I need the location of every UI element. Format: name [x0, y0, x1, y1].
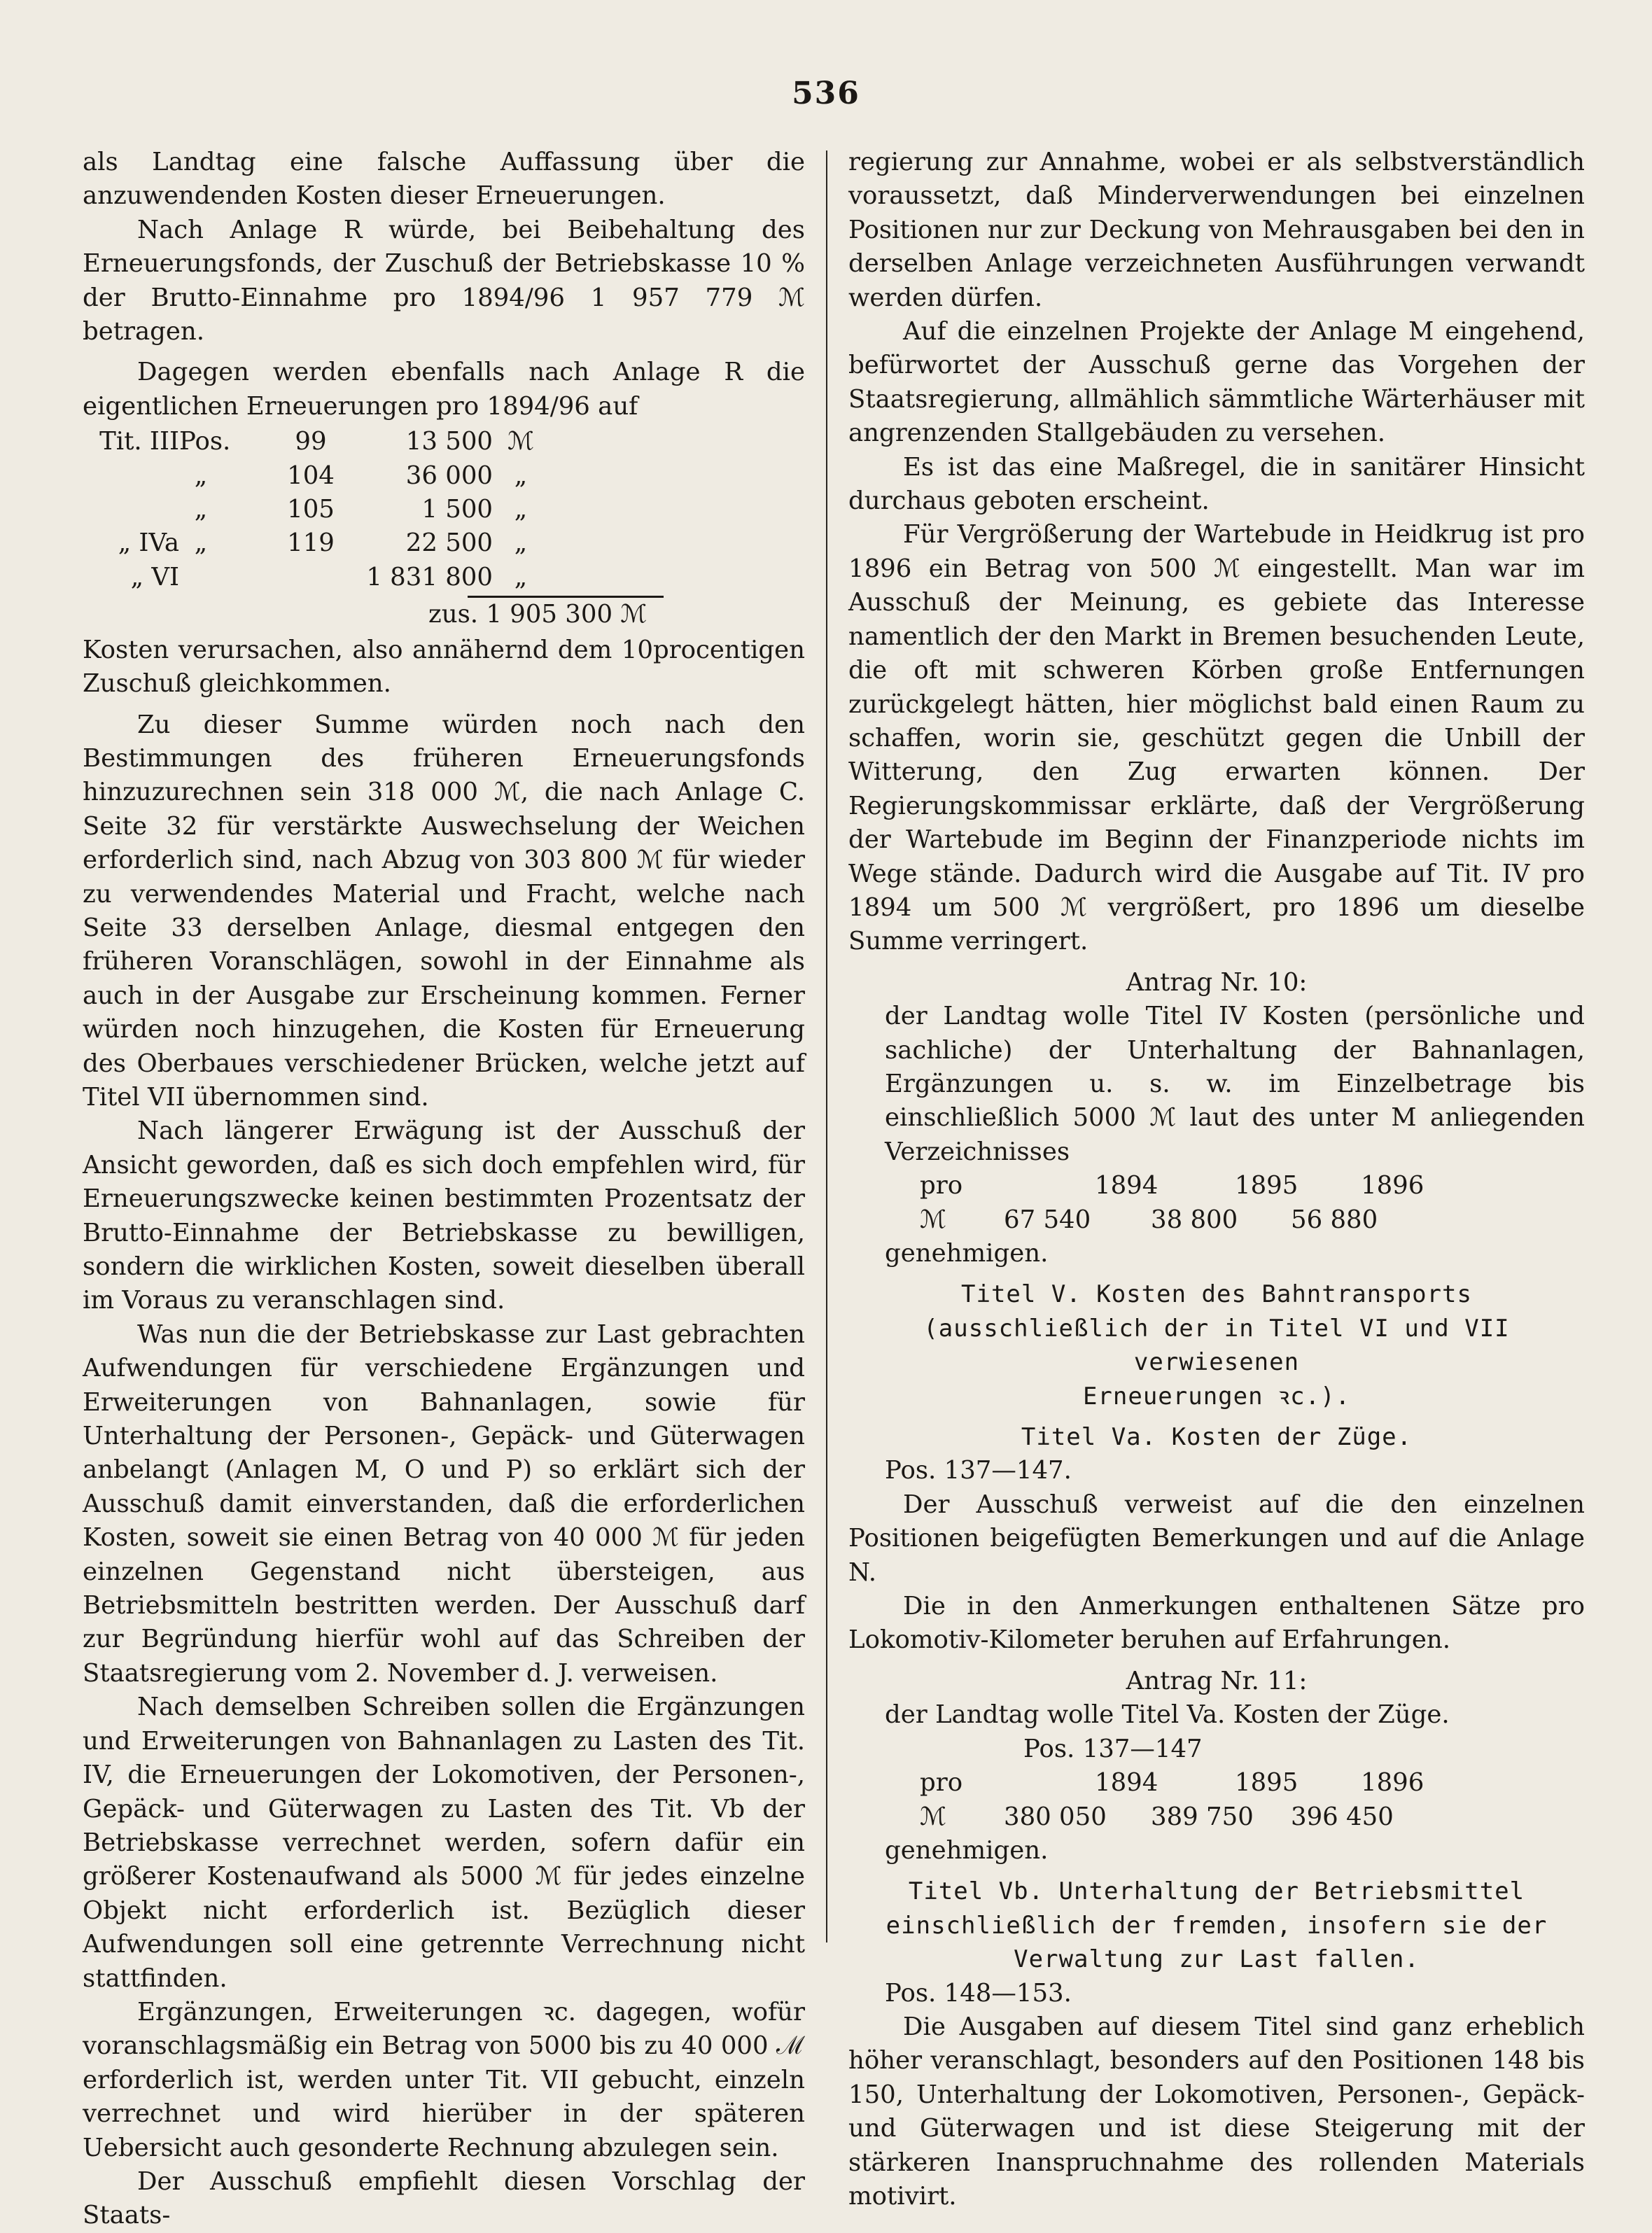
cell-tit: [83, 493, 179, 526]
paragraph: Dagegen werden ebenfalls nach Anlage R die eigentlichen Erneuerungen pro 1894/96 auf: [83, 358, 805, 421]
titel-5b-heading: Titel Vb. Unterhaltung der Betriebsmittel: [908, 1877, 1525, 1906]
cell-num: 105: [287, 495, 335, 524]
cell-num: 119: [287, 528, 335, 558]
sum-line: zus. 1 905 300 ℳ: [428, 600, 648, 629]
titel-5a-heading: Titel Va. Kosten der Züge.: [1021, 1423, 1413, 1452]
value-1894: 67 540: [1004, 1205, 1091, 1234]
paragraph: Auf die einzelnen Projekte der Anlage M eingehend, befürwortet der Ausschuß gerne das Vorgehen der Staatsregierung, allmählich sämmtliche Wärterhäuser mit angrenzenden Stallgebäuden zu versehen.: [848, 317, 1585, 448]
cell-amount: 22 500: [405, 528, 493, 558]
titel-5-heading: Titel V. Kosten des Bahntransports: [961, 1280, 1472, 1309]
cell-pos: „: [194, 495, 208, 524]
paragraph: Nach Anlage R würde, bei Beibehaltung des Erneuerungsfonds, der Zuschuß der Betriebskasse 10 % der Brutto-Einnahme pro 1894/96 1 957 779 ℳ betragen.: [83, 215, 805, 346]
cell-pos: „: [194, 528, 208, 558]
cell-num: 104: [287, 461, 335, 490]
paragraph: regierung zur Annahme, wobei er als selbstverständlich voraussetzt, daß Minderverwendungen bei einzelnen Positionen nur zur Deckung von Mehrausgaben bei den in derselben Anlage verzeichneten Ausführungen verwandt werden dürfen.: [848, 148, 1585, 312]
value-1895: 38 800: [1151, 1205, 1238, 1234]
cell-tit: „ VI: [130, 562, 179, 592]
cell-amount: 13 500: [405, 427, 493, 456]
titel-5-subheading: Erneuerungen ꝛc.).: [1082, 1382, 1351, 1410]
antrag-10-text: der Landtag wolle Titel IV Kosten (persönliche und sachliche) der Unterhaltung der Bahnanlagen, Ergänzungen u. s. w. im Einzelbetrage bis einschließlich 5000 ℳ laut des unter M anliegenden Verzeichnisses: [885, 1002, 1585, 1166]
value-1896: 396 450: [1291, 1802, 1394, 1831]
cell-pos: Pos.: [179, 427, 231, 456]
antrag-11-end: genehmigen.: [885, 1835, 1049, 1865]
paragraph: Die in den Anmerkungen enthaltenen Sätze pro Lokomotiv-Kilometer beruhen auf Erfahrungen.: [848, 1592, 1585, 1655]
year-label: pro: [920, 1171, 963, 1200]
value-1895: 389 750: [1151, 1802, 1254, 1831]
table-row: [83, 526, 805, 560]
cell-amount: 1 500: [421, 495, 493, 524]
table-row: [83, 425, 805, 458]
year-label: pro: [920, 1768, 963, 1798]
year-1894: 1894: [1095, 1171, 1158, 1200]
paragraph: Der Ausschuß empfiehlt diesen Vorschlag der Staats-: [83, 2166, 805, 2230]
cell-pos: [179, 561, 223, 594]
position-range: Pos. 148—153.: [885, 1978, 1072, 2008]
table-row: [83, 561, 805, 594]
cell-unit: ℳ: [507, 427, 534, 456]
position-range: Pos. 137—147.: [885, 1456, 1072, 1485]
year-1895: 1895: [1235, 1768, 1298, 1798]
antrag-10-years: [848, 1169, 1585, 1203]
left-column: [83, 146, 805, 2233]
paragraph: Zu dieser Summe würden noch nach den Bestimmungen des früheren Erneuerungsfonds hinzuzurechnen sein 318 000 ℳ, die nach Anlage C. Seite 32 für verstärkte Auswechselung der Weichen erforderlich sind, nach Abzug von 303 800 ℳ für wieder zu verwendendes Material und Fracht, welche nach Seite 33 derselben Anlage, diesmal entgegen den früheren Voranschlägen, sowohl in der Einnahme als auch in der Ausgabe zur Erscheinung kommen. Ferner würden noch hinzugehen, die Kosten für Erneuerung des Oberbaues verschiedener Brücken, welche jetzt auf Titel VII übernommen sind.: [83, 710, 805, 1112]
currency: ℳ: [920, 1205, 946, 1234]
cell-pos: „: [194, 461, 208, 490]
page-number: 536: [792, 76, 860, 111]
year-1894: 1894: [1095, 1768, 1158, 1798]
paragraph: Kosten verursachen, also annähernd dem 10procentigen Zuschuß gleichkommen.: [83, 635, 805, 699]
paragraph: Es ist das eine Maßregel, die in sanitärer Hinsicht durchaus geboten erscheint.: [848, 452, 1585, 516]
antrag-10-end: genehmigen.: [885, 1239, 1049, 1268]
titel-5b-subheading: Verwaltung zur Last fallen.: [1014, 1945, 1420, 1974]
cell-amount: 1 831 800: [366, 562, 493, 592]
antrag-11-title: Antrag Nr. 11:: [1126, 1666, 1308, 1695]
antrag-11-text: der Landtag wolle Titel Va. Kosten der Züge.: [885, 1700, 1450, 1730]
antrag-10-values: [848, 1203, 1585, 1237]
cell-tit: Tit. III: [99, 427, 179, 456]
currency: ℳ: [920, 1802, 946, 1831]
paragraph: Was nun die der Betriebskasse zur Last gebrachten Aufwendungen für verschiedene Ergänzungen und Erweiterungen von Bahnanlagen, sowie für Unterhaltung der Personen-, Gepäck- und Güterwagen anbelangt (Anlagen M, O und P) so erklärt sich der Ausschuß damit einverstanden, daß die erforderlichen Kosten, soweit sie einen Betrag von 40 000 ℳ für jeden einzelnen Gegenstand nicht übersteigen, aus Betriebsmitteln bestritten werden. Der Ausschuß darf zur Begründung hierfür wohl auf das Schreiben der Staatsregierung vom 2. November d. J. verweisen.: [83, 1320, 805, 1688]
value-1896: 56 880: [1291, 1205, 1378, 1234]
titel-5-subheading: (ausschließlich der in Titel VI und VII verwiesenen: [923, 1314, 1510, 1377]
paragraph: Der Ausschuß verweist auf die den einzelnen Positionen beigefügten Bemerkungen und auf die Anlage N.: [848, 1490, 1585, 1587]
year-1896: 1896: [1361, 1768, 1424, 1798]
value-1894: 380 050: [1004, 1802, 1107, 1831]
table-row: [83, 493, 805, 526]
column-divider: [826, 150, 827, 1942]
table-row: [83, 459, 805, 493]
antrag-11-values: [848, 1800, 1585, 1834]
cell-unit: „: [514, 461, 528, 490]
year-1895: 1895: [1235, 1171, 1298, 1200]
cell-num: 99: [295, 427, 327, 456]
position-table: [83, 425, 805, 631]
titel-5b-subheading: einschließlich der fremden, insofern sie der: [886, 1911, 1548, 1940]
paragraph: Für Vergrößerung der Wartebude in Heidkrug ist pro 1896 ein Betrag von 500 ℳ eingestellt. Man war im Ausschuß der Meinung, es gebiete das Interesse namentlich der den Markt in Bremen besuchenden Leute, die oft mit schweren Körben große Entfernungen zurückgelegt hätten, hier möglichst bald einen Raum zu schaffen, worin sie, geschützt gegen die Unbill der Witterung, den Zug erwarten können. Der Regierungskommissar erklärte, daß der Vergrößerung der Wartebude im Beginn der Finanzperiode nichts im Wege stände. Dadurch wird die Ausgabe auf Tit. IV pro 1894 um 500 ℳ vergrößert, pro 1896 um dieselbe Summe verringert.: [848, 520, 1585, 956]
right-column: [848, 146, 1585, 2213]
paragraph: Die Ausgaben auf diesem Titel sind ganz erheblich höher veranschlagt, besonders auf den Positionen 148 bis 150, Unterhaltung der Lokomotiven, Personen-, Gepäck- und Güterwagen und ist diese Steigerung mit der stärkeren Inanspruchnahme des rollenden Materials motivirt.: [848, 2012, 1585, 2211]
paragraph: als Landtag eine falsche Auffassung über die anzuwendenden Kosten dieser Erneuerungen.: [83, 148, 805, 211]
paragraph: Ergänzungen, Erweiterungen ꝛc. dagegen, wofür voranschlagsmäßig ein Betrag von 5000 bis zu 40 000 ℳ erforderlich ist, werden unter Tit. VII gebucht, einzeln verrechnet und wird hierüber in der späteren Uebersicht auch gesonderte Rechnung abzulegen sein.: [83, 1997, 805, 2162]
paragraph: Nach demselben Schreiben sollen die Ergänzungen und Erweiterungen von Bahnanlagen zu Lasten des Tit. IV, die Erneuerungen der Lokomotiven, der Personen-, Gepäck- und Güterwagen zu Lasten des Tit. Vb der Betriebskasse verrechnet werden, sofern dafür ein größerer Kostenaufwand als 5000 ℳ für jedes einzelne Objekt nicht erforderlich ist. Bezüglich dieser Aufwendungen soll eine getrennte Verrechnung nicht stattfinden.: [83, 1693, 805, 1993]
antrag-11-pos: Pos. 137—147: [1023, 1734, 1203, 1763]
cell-unit: „: [514, 528, 528, 558]
antrag-10-title: Antrag Nr. 10:: [1126, 967, 1308, 997]
antrag-11-years: [848, 1766, 1585, 1800]
cell-unit: „: [514, 562, 528, 592]
cell-unit: „: [514, 495, 528, 524]
cell-tit: [83, 459, 179, 493]
cell-amount: 36 000: [405, 461, 493, 490]
cell-num: [269, 561, 353, 594]
cell-tit: „ IVa: [118, 528, 179, 558]
paragraph: Nach längerer Erwägung ist der Ausschuß der Ansicht geworden, daß es sich doch empfehlen wird, für Erneuerungszwecke keinen bestimmten Prozentsatz der Brutto-Einnahme der Betriebskasse zu bewilligen, sondern die wirklichen Kosten, soweit dieselben überall im Voraus zu veranschlagen sind.: [83, 1116, 805, 1315]
year-1896: 1896: [1361, 1171, 1424, 1200]
